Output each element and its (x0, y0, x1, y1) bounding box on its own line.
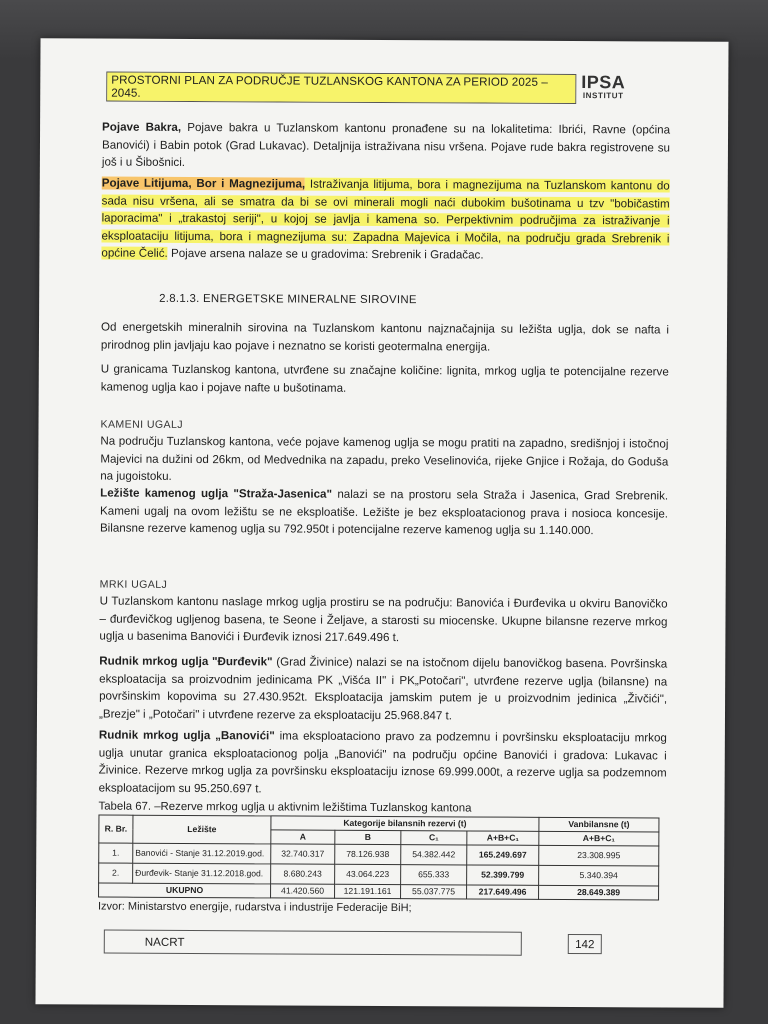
reserves-table-wrapper (98, 815, 666, 901)
lead-bakar: Pojave Bakra, (102, 120, 182, 134)
text-litij-highlight: Istraživanja litijuma, bora i magnezijuma na Tuzlanskom kantonu do sada nisu vršena, ali se smatra da bi se ovi minerali mogli naći dubokim bušotinama u tzv "bobičastim laporacima" i „trakastoj seriji", u kojoj se javlja i kamena so. Perpektivnim područjima za istraživanje i eksploataciju litijuma, bora i magnezijuma su: Zapadna Majevica i Močila, na području grada Srebrenik i općine Čelić. (101, 177, 670, 261)
header-leziste: Ležište (133, 815, 271, 844)
table-row: 2. Đurđevik- Stanje 31.12.2018.god. 8.680.243 43.064.223 655.333 52.399.799 5.340.394 (99, 863, 659, 886)
paragraph-mrki-banovici: Rudnik mrkog uglja „Banovići" ima eksploataciono pravo za podzemnu i površinsku eksploataciju mrkog uglja unutar granica eksploatacionog polja „Banovići" na području općine Banovići i gradova: Lukavac i Živinice. Rezerve mrkog uglja za površinsku eksploataciju iznose 69.999.000t, a rezerve uglja sa podzemnom eksploatacijom su 95.250.697 t. (98, 728, 667, 796)
lead-litij: Pojave Litijuma, Bor i Magnezijuma, (101, 176, 306, 191)
lead-kameni: Ležište kamenog uglja "Straža-Jasenica" (100, 486, 333, 501)
paragraph-mrki-durdevik: Rudnik mrkog uglja "Đurđevik" (Grad Živinice) nalazi se na istočnom dijelu banovičkog basena. Površinska eksploatacija sa proizvodnim jedinicama PK „Višća II" i PK„Potočari", utvrđene rezerve uglja (bilansne) na površinskim kopovima su 27.430.952t. Eksploatacija jamskim putem je u proizvodnim jedinica „Živčići", „Brezje" i „Potočari" i utvrđene rezerve za eksploataciju 25.968.847 t. (98, 654, 668, 723)
header-c1: C₁ (401, 831, 467, 845)
section-heading-energetske: 2.8.1.3. ENERGETSKE MINERALNE SIROVINE (159, 292, 417, 307)
table-total-row: UKUPNO 41.420.560 121.191.161 55.037.775 217.649.496 28.649.389 (99, 883, 659, 900)
paragraph-kameni-2: Ležište kamenog uglja "Straža-Jasenica" nalazi se na prostoru sela Straža i Jasenica, Grad Srebrenik. Kameni ugalj na ovom ležištu se ne eksploatiše. Ležište je bez eksploatacionog prava i nosioca koncesije. Bilansne rezerve kamenog uglja su 792.950t i potencijalne rezerve kamenog uglja su 1.140.000. (99, 486, 669, 538)
header-abc: A+B+C₁ (467, 831, 539, 845)
header-rbr: R. Br. (99, 815, 133, 843)
text-bakar: Pojave bakra u Tuzlanskom kantonu pronađene su na lokalitetima: Ibrići, Ravne (općina Banovići) i Babin potok (Grad Lukavac). Detaljnija istraživana nisu vršena. Pojave rude bakra registrovene su još i u Šibošnici. (101, 120, 671, 170)
paragraph-bakar (102, 119, 670, 175)
header-a: A (271, 830, 335, 844)
header-bilansne: Kategorije bilansnih rezervi (t) (271, 816, 539, 831)
text-litij-arsen: Pojave arsena nalaze se u gradovima: Srebrenik i Gradačac. (167, 247, 484, 262)
header-b: B (335, 830, 401, 844)
subheading-mrki: MRKI UGALJ (99, 578, 168, 591)
logo-main-text: IPSA (581, 72, 626, 93)
header-van-abc: A+B+C₁ (539, 831, 659, 846)
header-vanbilansne: Vanbilansne (t) (539, 817, 659, 832)
footer-draft-box (104, 930, 522, 956)
subheading-kameni: KAMENI UGALJ (100, 418, 184, 431)
footer-label: NACRT (144, 935, 185, 949)
paragraph-energetske-1: Od energetskih mineralnih sirovina na Tuzlanskom kantonu najznačajnija su ležišta uglja, dok se nafta i prirodnog plin javljaju kao pojave i neznatno se koristi geotermalna energija. (100, 320, 670, 354)
lead-durdevik: Rudnik mrkog uglja "Đurđevik" (99, 654, 273, 669)
table-caption: Tabela 67. –Rezerve mrkog uglja u aktivnim ležištima Tuzlanskog kantona (98, 800, 472, 815)
paragraph-mrki-1: U Tuzlanskom kantonu naslage mrkog uglja prostiru se na području: Banovića i Đurđevika u okviru Banovičko – đurđevičkog ugljenog basena, te Seone i Željave, a starosti su miocenske. Ukupne bilansne rezerve mrkog uglja u basenima Banovići i Đurđevik iznosi 217.649.496 t. (99, 594, 668, 645)
paragraph-kameni-1: Na području Tuzlanskog kantona, veće pojave kamenog uglja se mogu pratiti na zapadno, središnjoj i istočnoj Majevici na dužini od 26km, od Medvednika na zapadu, preko Veselinovića, rijeke Gnjice i Rožaja, do Goduša na jugoistoku. (100, 434, 669, 484)
document-page (35, 38, 728, 1008)
table-source: Izvor: Ministarstvo energije, rudarstva i industrije Federacije BiH; (97, 900, 412, 915)
ipsa-logo (578, 73, 628, 100)
lead-banovici: Rudnik mrkog uglja „Banovići" (98, 728, 275, 743)
logo-sub-text: INSTITUT (582, 91, 624, 101)
table-row: 1. Banovići - Stanje 31.12.2019.god. 32.740.317 78.126.938 54.382.442 165.249.697 23.308.995 (99, 843, 659, 866)
page-header (106, 72, 576, 104)
reserves-table (98, 815, 659, 901)
paragraph-litij (101, 175, 669, 266)
paragraph-energetske-2: U granicama Tuzlanskog kantona, utvrđene su značajne količine: lignita, mrkog uglja te potencijalne rezerve kamenog uglja kao i pojave nafte u bušotinama. (100, 362, 669, 395)
page-number: 142 (568, 934, 602, 954)
header-title: PROSTORNI PLAN ZA PODRUČJE TUZLANSKOG KANTONA ZA PERIOD 2025 – 2045. (107, 73, 575, 103)
